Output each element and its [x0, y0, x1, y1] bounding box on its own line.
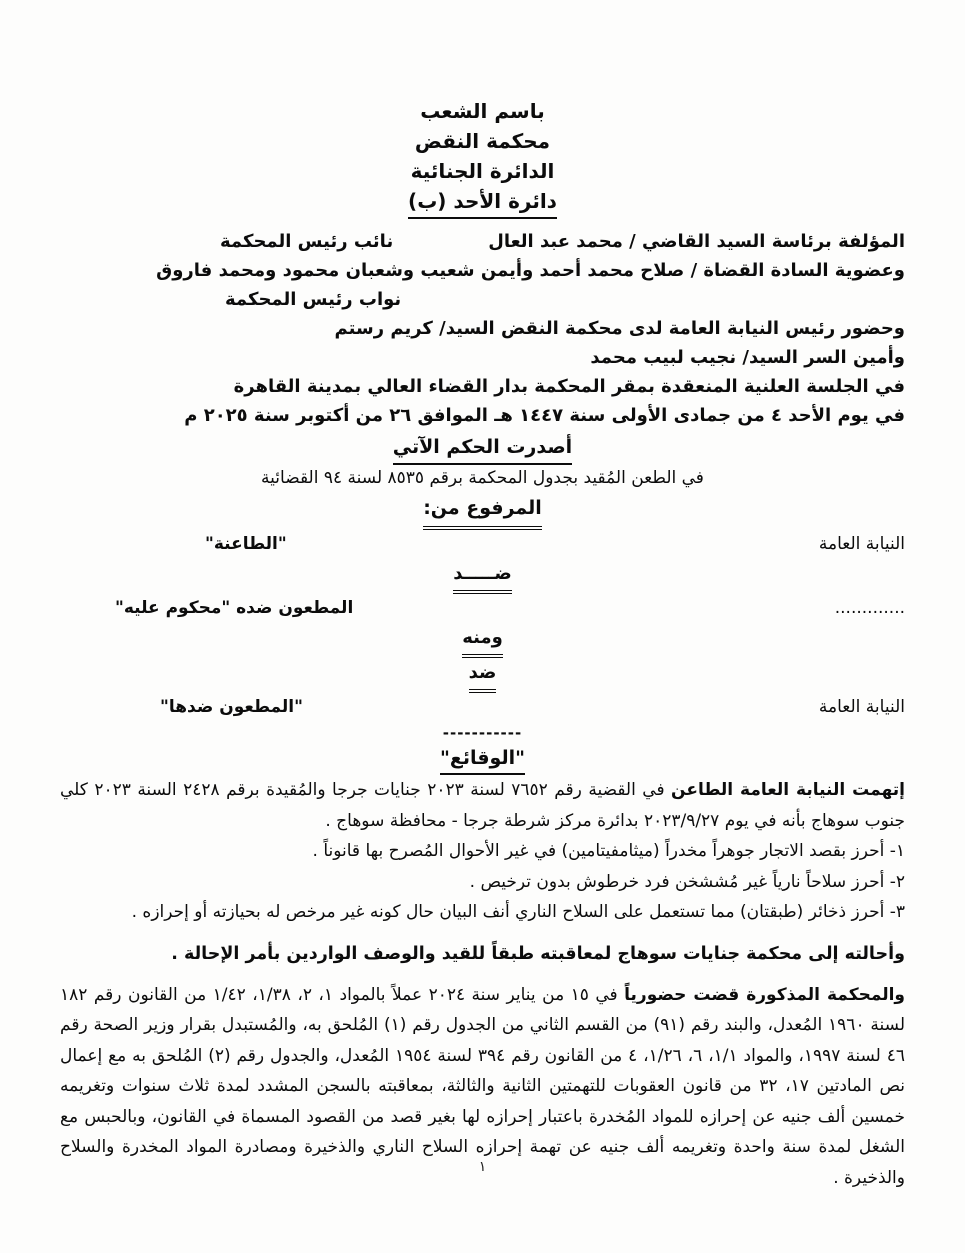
sub-circuit-label: دائرة الأحد (ب) — [408, 186, 557, 219]
court-name: محكمة النقض — [414, 129, 551, 153]
panel-members-title: نواب رئيس المحكمة — [225, 289, 402, 310]
facts-intro-paragraph — [60, 775, 905, 836]
versus-2-text: ضد — [469, 658, 497, 693]
facts-heading — [60, 744, 905, 775]
court-secretary: وأمين السر السيد/ نجيب لبيب محمد — [590, 347, 905, 368]
respondent-name: ............. — [834, 598, 905, 618]
facts-section — [60, 744, 905, 1193]
and-from-it-text: ومنه — [462, 623, 503, 658]
court-panel — [60, 227, 905, 430]
session-date: في يوم الأحد ٤ من جمادى الأولى سنة ١٤٤٧ هـ الموافق ٢٦ من أكتوبر سنة ٢٠٢٥ م — [184, 405, 905, 426]
cross-respondent-row — [60, 693, 905, 722]
criminal-circuit: الدائرة الجنائية — [410, 159, 555, 183]
panel-members: وعضوية السادة القضاة / صلاح محمد أحمد وأيمن شعيب وشعبان محمود ومحمد فاروق — [156, 260, 905, 281]
appellant-row — [60, 530, 905, 559]
and-from-it — [60, 623, 905, 658]
facts-intro-bold: إتهمت النيابة العامة الطاعن — [671, 780, 906, 800]
appellant-name: النيابة العامة — [818, 534, 905, 554]
ruling-rest: في ١٥ من يناير سنة ٢٠٢٤ عملاً بالمواد ١، ٢، ١/٣٨، ١/٤٢ من القانون رقم ١٨٢ لسنة ١٩٦٠ المُعدل، والبند رقم (٩١) من القسم الثاني من الجدول رقم (١) المُلحق به، والمُستبدل بقرار وزير الصحة رقم ٤٦ لسنة ١٩٩٧، والمواد ١/١، ٦، ١/٢٦، ٤ من القانون رقم ٣٩٤ لسنة ١٩٥٤ المُعدل، والجدول رقم (٢) المُلحق به مع إعمال نص المادتين ١٧، ٣٢ من قانون العقوبات للتهمتين الثانية والثالثة، بمعاقبته بالسجن المشدد لمدة ثلاث سنوات وتغريمه خمسين ألف جنيه عن إحرازه للمواد المُخدرة باعتبار إحرازه لها بغير قصد من القصود المسماة في القانون، وبالحبس مع الشغل لمدة سنة واحدة وتغريمه ألف جنيه عن تهمة إحرازه السلاح الناري والذخيرة ومصادرة المواد المخدرة والسلاح والذخيرة . — [60, 984, 906, 1188]
ruling-bold: والمحكمة المذكورة قضت حضورياً — [624, 984, 906, 1005]
chief-prosecutor: وحضور رئيس النيابة العامة لدى محكمة النقض السيد/ كريم رستم — [334, 318, 905, 339]
page-number: ١ — [478, 1159, 487, 1175]
raised-from-heading — [60, 493, 905, 530]
section-divider: ----------- — [442, 724, 523, 742]
respondent-role: المطعون ضده "محكوم عليه" — [115, 598, 354, 618]
charge-3: ٣- أحرز ذخائر (طبقتان) مما تستعمل على السلاح الناري أنف البيان حال كونه غير مرخص له بحيازته أو إحرازه . — [131, 902, 905, 922]
facts-heading-text: "الوقائع" — [440, 744, 525, 775]
presiding-judge: المؤلفة برئاسة السيد القاضي / محمد عبد العال — [488, 231, 905, 252]
appellant-role: "الطاعنة" — [205, 534, 287, 554]
facts-intro-rest: في القضية رقم ٧٦٥٢ لسنة ٢٠٢٣ جنايات جرجا والمُقيدة برقم ٢٤٢٨ السنة ٢٠٢٣ كلي جنوب سوهاج بأنه في يوم ٢٠٢٣/٩/٢٧ بدائرة مركز شرطة جرجا - محافظة سوهاج . — [60, 780, 905, 831]
cross-respondent-name: النيابة العامة — [818, 697, 905, 717]
versus-2 — [60, 658, 905, 693]
issued-judgment-heading-text: أصدرت الحكم الآتي — [393, 432, 572, 465]
session-place: في الجلسة العلنية المنعقدة بمقر المحكمة بدار القضاء العالي بمدينة القاهرة — [233, 376, 905, 397]
document-header — [60, 96, 905, 219]
parties-section — [60, 530, 905, 744]
in-the-name-of-the-people: باسم الشعب — [420, 99, 545, 123]
referral-statement: وأحالته إلى محكمة جنايات سوهاج لمعاقبته طبقاً للقيد والوصف الواردين بأمر الإحالة . — [171, 943, 905, 964]
presiding-judge-title: نائب رئيس المحكمة — [220, 231, 394, 252]
sub-circuit — [60, 186, 905, 219]
issued-judgment-heading — [60, 432, 905, 465]
raised-from-heading-text: المرفوع من: — [423, 493, 542, 530]
respondent-row — [60, 594, 905, 623]
charge-1: ١- أحرز بقصد الاتجار جوهراً مخدراً (ميثامفيتامين) في غير الأحوال المُصرح بها قانوناً . — [312, 841, 905, 861]
appeal-reference: في الطعن المُقيد بجدول المحكمة برقم ٨٥٣٥ لسنة ٩٤ القضائية — [261, 468, 704, 488]
versus-1 — [60, 559, 905, 594]
charge-2: ٢- أحرز سلاحاً نارياً غير مُششخن فرد خرطوش بدون ترخيص . — [469, 871, 905, 892]
presiding-judge-row — [60, 227, 905, 256]
cross-respondent-role: "المطعون ضدها" — [160, 697, 303, 717]
versus-1-text: ضـــــد — [453, 559, 512, 594]
